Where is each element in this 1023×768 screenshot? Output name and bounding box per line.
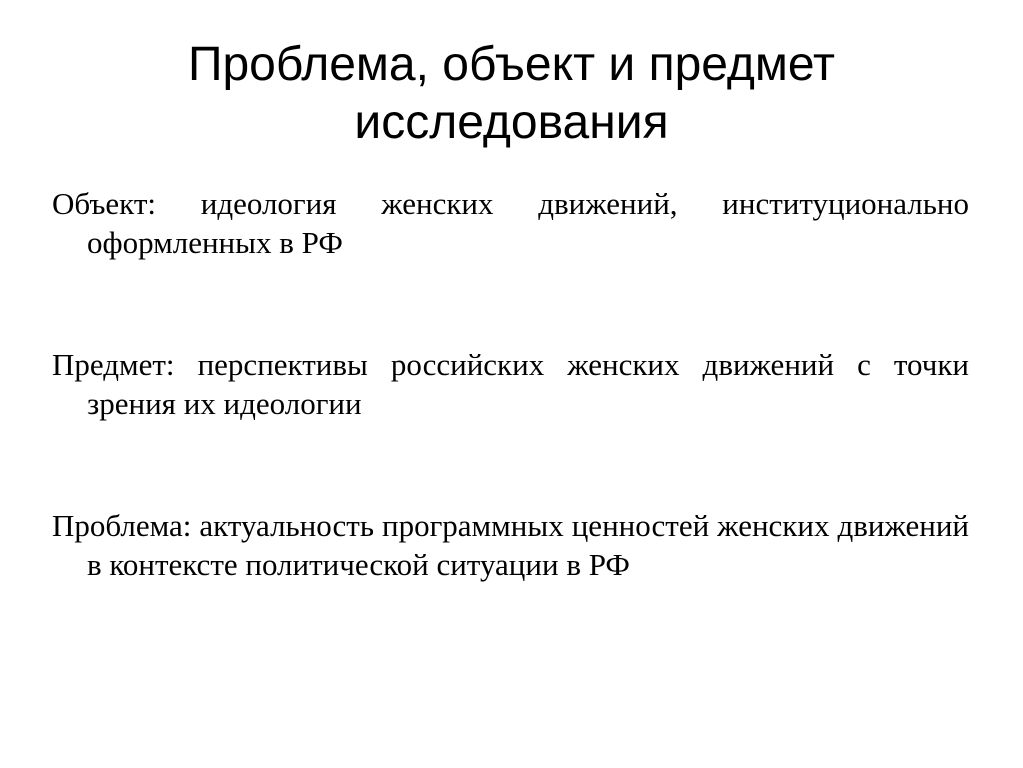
problem-paragraph: Проблема: актуальность программных ценностей женских движений в контексте политической ситуации в РФ	[52, 508, 969, 582]
slide-title-line-1: Проблема, объект и предмет	[187, 38, 835, 91]
slide-body	[52, 184, 969, 584]
slide-title-line-2: исследования	[354, 96, 669, 149]
subject-paragraph: Предмет: перспективы российских женских движений с точки зрения их идеологии	[52, 347, 969, 421]
slide-title	[60, 36, 963, 152]
object-paragraph: Объект: идеология женских движений, институционально оформленных в РФ	[52, 186, 969, 260]
